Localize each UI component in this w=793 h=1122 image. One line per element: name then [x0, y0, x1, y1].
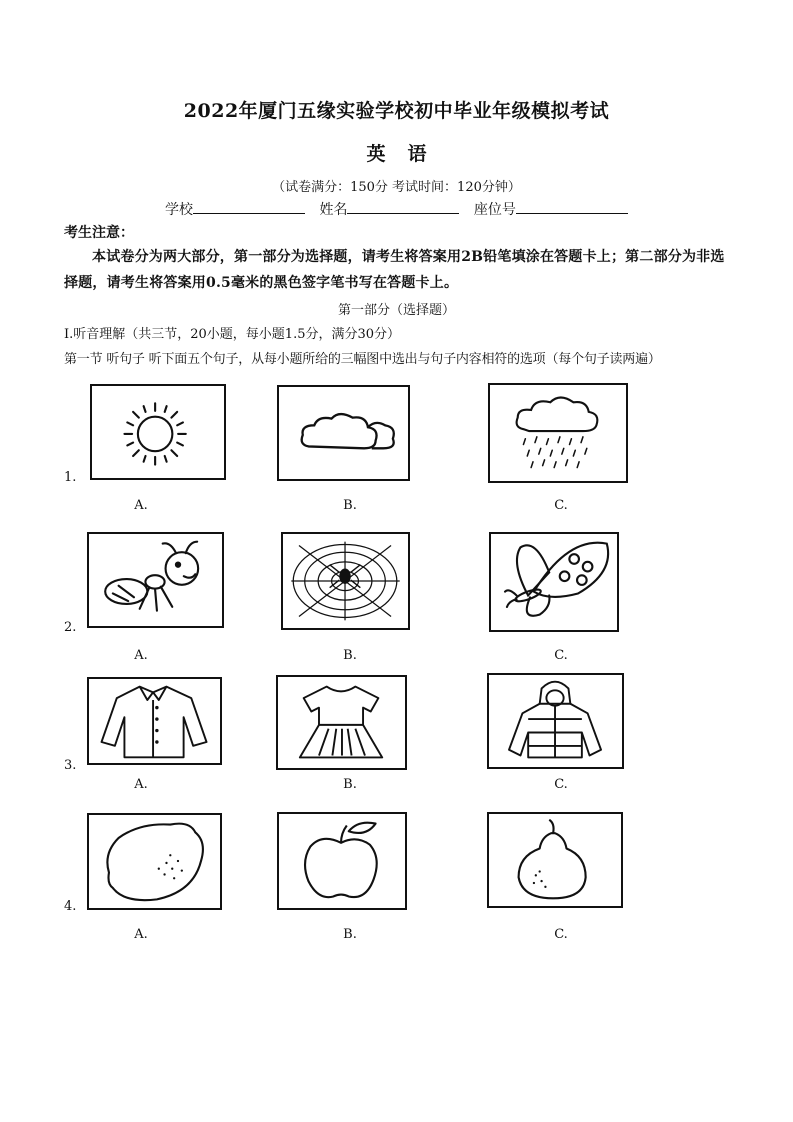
shirt-icon [89, 679, 220, 763]
part-title: 第一部分（选择题） [337, 303, 455, 318]
notice-body: 本试卷分为两大部分，第一部分为选择题，请考生将答案用2B铅笔填涂在答题卡上；第二部分为非选择题，请考生将答案用0.5毫米的黑色签字笔书写在答题卡上。 [64, 249, 725, 291]
seat-label: 座位号 [473, 202, 516, 218]
option-picture[interactable] [277, 812, 407, 910]
question-number: 3. [64, 758, 77, 773]
option-label-b: B. [343, 777, 357, 792]
option-picture[interactable] [277, 385, 410, 481]
subsection-instructions: 第一节 听句子 听下面五个句子，从每小题所给的三幅图中选出与句子内容相符的选项（每个句子读两遍） [64, 352, 661, 367]
jacket-icon [489, 675, 622, 767]
option-label-b: B. [343, 648, 357, 663]
school-field[interactable] [193, 199, 305, 214]
dress-icon [278, 677, 405, 768]
option-label-a: A. [134, 777, 148, 792]
student-fields [165, 199, 638, 219]
option-picture[interactable] [281, 532, 410, 630]
option-label-c: C. [554, 648, 568, 663]
subject-title: 英语 [366, 143, 449, 165]
option-picture[interactable] [90, 384, 226, 480]
sun-icon [92, 386, 224, 478]
option-label-c: C. [554, 777, 568, 792]
option-picture[interactable] [87, 813, 222, 910]
option-label-b: B. [343, 927, 357, 942]
rain-icon [490, 385, 626, 481]
question-number: 1. [64, 470, 77, 485]
name-label: 姓名 [319, 202, 348, 218]
butterfly-icon [491, 534, 617, 630]
option-picture[interactable] [276, 675, 407, 770]
option-label-a: A. [134, 927, 148, 942]
option-label-a: A. [134, 648, 148, 663]
name-field[interactable] [347, 199, 459, 214]
spider-web-icon [283, 534, 408, 628]
section-title: Ⅰ.听音理解（共三节，20小题，每小题1.5分，满分30分） [64, 327, 401, 342]
option-picture[interactable] [489, 532, 619, 632]
option-picture[interactable] [488, 383, 628, 483]
school-label: 学校 [165, 202, 193, 218]
exam-title: 2022年厦门五缘实验学校初中毕业年级模拟考试 [183, 100, 610, 122]
option-label-c: C. [554, 927, 568, 942]
option-picture[interactable] [87, 532, 224, 628]
option-label-a: A. [134, 498, 148, 513]
pear-icon [489, 814, 621, 906]
option-picture[interactable] [487, 673, 624, 769]
lemon-icon [89, 815, 220, 908]
seat-field[interactable] [516, 199, 628, 214]
option-label-c: C. [554, 498, 568, 513]
option-picture[interactable] [87, 677, 222, 765]
option-label-b: B. [343, 498, 357, 513]
notice-heading: 考生注意： [64, 225, 134, 241]
cloud-icon [279, 387, 408, 479]
question-number: 4. [64, 899, 77, 914]
exam-info: （试卷满分：150分 考试时间：120分钟） [272, 180, 521, 195]
apple-icon [279, 814, 405, 908]
question-number: 2. [64, 620, 77, 635]
ant-icon [89, 534, 222, 626]
option-picture[interactable] [487, 812, 623, 908]
